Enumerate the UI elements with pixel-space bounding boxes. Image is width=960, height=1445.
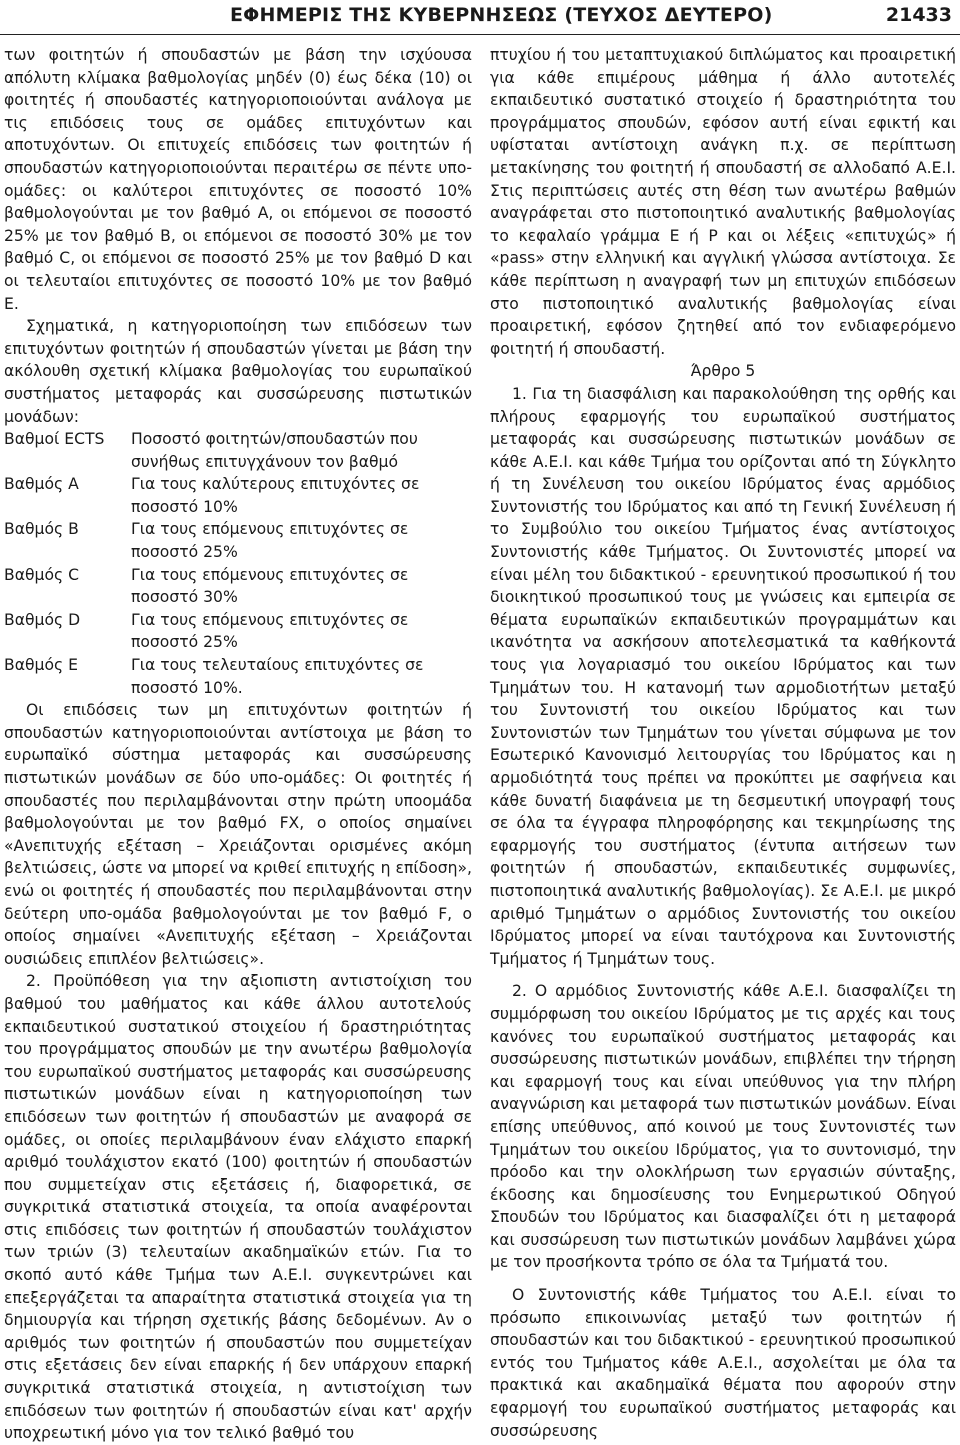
grade-row	[4, 473, 472, 518]
right-paragraph-2: 1. Για τη διασφάλιση και παρακολούθηση της ορθής και πλήρους εφαρμογής του ευρωπαϊκού συστήματος μεταφοράς και συσσώρευσης πιστωτικών μονάδων σε κάθε Α.Ε.Ι. και κάθε Τμήμα του ορίζονται από τη Σύγκλητο ή τη Συνέλευση του οικείου Ιδρύματος ένας αρμόδιος Συντονιστής του Ιδρύματος και από τη Γενική Συνέλευση ή το Συμβούλιο του οικείου Τμήματος ένας αντίστοιχος Συντονιστής κάθε Τμήματος. Οι Συντονιστές μπορεί να είναι μέλη του διδακτικού - ερευνητικού προσωπικού ή του διοικητικού προσωπικού τους με γνώσεις και εμπειρία σε θέματα ευρωπαϊκών εκπαιδευτικών προγραμμάτων και ικανότητα να ασκήσουν αποτελεσματικά τα καθήκοντά τους για λογαριασμό του οικείου Ιδρύματος και των Τμημάτων του. Η κατανομή των αρμοδιοτήτων μεταξύ του Συντονιστή του οικείου Ιδρύματος και των Συντονιστών των Τμημάτων του γίνεται σύμφωνα με τον Εσωτερικό Κανονισμό λειτουργίας του Ιδρύματος και η αρμοδιότητά τους πρέπει να προκύπτει με σαφήνεια και κάθε δυνατή διαφάνεια με τη δεσμευτική υπογραφή τους σε όλα τα έγγραφα πληροφόρησης και τεκμηρίωσης της εφαρμογής του συστήματος (έντυπα αιτήσεων των φοιτητών ή σπουδαστών, εκπαιδευτικές συμφωνίες, πιστοποιητικά αναλυτικής βαθμολογίας). Σε Α.Ε.Ι. με μικρό αριθμό Τμημάτων ο αρμόδιος Συντονιστής του οικείου Ιδρύματος μπορεί να είναι ταυτόχρονα και Συντονιστής Τμήματος ή Τμημάτων τους.	[490, 384, 956, 968]
grade-label: Βαθμοί ECTS	[4, 430, 105, 449]
grade-row	[4, 564, 472, 609]
header-rule	[0, 34, 960, 35]
grade-description: Ποσοστό φοιτητών/σπουδαστών που συνήθως επιτυγχάνουν τον βαθμό	[131, 430, 418, 471]
page-number: 21433	[885, 4, 952, 26]
left-paragraph-2: Σχηματικά, η κατηγοριοποίηση των επιδόσεων των επιτυχόντων φοιτητών ή σπουδαστών γίνεται με βάση την ακόλουθη σχετική κλίμακα βαθμολογίας του ευρωπαϊκού συστήματος μεταφοράς και συσσώρευσης πιστωτικών μονάδων:	[4, 317, 472, 426]
grade-description: Για τους επόμενους επιτυχόντες σε ποσοστό 30%	[131, 565, 409, 607]
grade-row	[4, 428, 472, 473]
gazette-title: ΕΦΗΜΕΡΙΣ ΤΗΣ ΚΥΒΕΡΝΗΣΕΩΣ (ΤΕΥΧΟΣ ΔΕΥΤΕΡΟ)	[230, 4, 773, 26]
grade-label: Βαθμός C	[4, 565, 79, 584]
page-header	[0, 0, 960, 38]
grade-label: Βαθμός Β	[4, 520, 79, 539]
right-column	[490, 44, 956, 1442]
grade-row	[4, 518, 472, 563]
right-paragraph-1: πτυχίου ή του μεταπτυχιακού διπλώματος και προαιρετική για κάθε επιμέρους μάθημα ή άλλο αυτοτελές εκπαιδευτικό συστατικό στοιχείο ή δραστηριότητα του προγράμματος σπουδών, εφόσον αυτή είναι εφικτή και υφίσταται αντίστοιχη ανάγκη π.χ. σε περίπτωση μετακίνησης του φοιτητή ή σπουδαστή σε αλλοδαπό Α.Ε.Ι. Στις περιπτώσεις αυτές στη θέση των ανωτέρω βαθμών αναγράφεται στο πιστοποιητικό αναλυτικής βαθμολογίας το κεφαλαίο γράμμα Ε ή Ρ και οι λέξεις «επιτυχώς» ή «pass» στην ελληνική και αγγλική γλώσσα αντίστοιχα. Σε κάθε περίπτωση η αναγραφή των μη επιτυχών επιδόσεων στο πιστοποιητικό αναλυτικής βαθμολογίας είναι προαιρετική, εφόσον ζητηθεί από τον ενδιαφερόμενο φοιτητή ή σπουδαστή.	[490, 46, 956, 358]
left-paragraph-4: 2. Προϋπόθεση για την αξιοπιστη αντιστοίχιση του βαθμού του μαθήματος και κάθε άλλου αυτοτελούς εκπαιδευτικού συστατικού στοιχείου ή δραστηριότητας του προγράμματος σπουδών με την ανωτέρω βαθμολογία του ευρωπαϊκού συστήματος μεταφοράς και συσσώρευσης πιστωτικών μονάδων είναι η κατηγοριοποίηση των επιδόσεων των φοιτητών ή σπουδαστών με αναφορά σε ομάδες, οι οποίες περιλαμβάνουν έναν ελάχιστο επαρκή αριθμό τουλάχιστον εκατό (100) φοιτητών ή σπουδαστών που συμμετείχαν στις εξετάσεις ή, διαφορετικά, σε συγκριτικά στατιστικά στοιχεία, τα οποία αναφέρονται στις επιδόσεις των φοιτητών ή σπουδαστών τουλάχιστον των τριών (3) τελευταίων ακαδημαϊκών ετών. Για το σκοπό αυτό κάθε Τμήμα των Α.Ε.Ι. συγκεντρώνει και επεξεργάζεται τα απαραίτητα στατιστικά στοιχεία για τη δημιουργία και τήρηση σχετικής βάσης δεδομένων. Αν ο αριθμός των φοιτητών ή σπουδαστών που συμμετείχαν στις εξετάσεις δεν είναι επαρκής ή δεν υπάρχουν επαρκή συγκριτικά στατιστικά στοιχεία, η αντιστοίχιση των επιδόσεων των φοιτητών ή σπουδαστών είναι κατ' αρχήν υποχρεωτική μόνο για τον τελικό βαθμό του	[4, 972, 472, 1443]
paragraph-spacer	[490, 1274, 956, 1284]
left-paragraph-3: Οι επιδόσεις των μη επιτυχόντων φοιτητών ή σπουδαστών κατηγοριοποιούνται αντίστοιχα με βάση το ευρωπαϊκό σύστημα μεταφοράς και συσσώρευσης πιστωτικών μονάδων σε δύο υπο-ομάδες: Οι φοιτητές ή σπουδαστές που περιλαμβάνονται στην πρώτη υποομάδα βαθμολογούνται με τον βαθμό FX, ο οποίος σημαίνει «Ανεπιτυχής εξέταση – Χρειάζονται ορισμένες ακόμη βελτιώσεις, ώστε να μπορεί να κριθεί επιτυχής η επίδοση», ενώ οι φοιτητές ή σπουδαστές που περιλαμβάνονται στην δεύτερη υπο-ομάδα βαθμολογούνται με τον βαθμό F, ο οποίος σημαίνει «Ανεπιτυχής εξέταση – Χρειάζονται ουσιώδεις επιπλέον βελτιώσεις».	[4, 701, 472, 968]
right-paragraph-4: Ο Συντονιστής κάθε Τμήματος του Α.Ε.Ι. είναι το πρόσωπο επικοινωνίας μεταξύ των φοιτητών ή σπουδαστών και του διδακτικού - ερευνητικού προσωπικού εντός του Τμήματος κάθε Α.Ε.Ι., ασχολείται με όλα τα πρακτικά και ακαδημαϊκά θέματα που αφορούν στην εφαρμογή του ευρωπαϊκού συστήματος μεταφοράς και συσσώρευσης	[490, 1286, 956, 1440]
grade-description: Για τους καλύτερους επιτυχόντες σε ποσοστό 10%	[131, 475, 420, 516]
ects-grade-table	[4, 428, 472, 699]
grade-description: Για τους τελευταίους επιτυχόντες σε ποσοστό 10%.	[131, 656, 424, 697]
grade-label: Βαθμός Ε	[4, 656, 78, 675]
article-title: Άρθρο 5	[690, 362, 756, 381]
left-column	[4, 44, 472, 1445]
paragraph-spacer	[490, 970, 956, 980]
grade-row	[4, 609, 472, 654]
grade-description: Για τους επόμενους επιτυχόντες σε ποσοστό 25%	[131, 610, 409, 652]
right-paragraph-3: 2. Ο αρμόδιος Συντονιστής κάθε Α.Ε.Ι. διασφαλίζει τη συμμόρφωση του οικείου Ιδρύματος με τις αρχές και τους κανόνες του ευρωπαϊκού συστήματος μεταφοράς και συσσώρευσης πιστωτικών μονάδων, επιβλέπει την τήρηση και εφαρμογή τους και είναι υπεύθυνος για την πλήρη αναγνώριση και μεταφορά των πιστωτικών μονάδων. Είναι επίσης υπεύθυνος, από κοινού με τους Συντονιστές των Τμημάτων του οικείου Ιδρύματος, για το συντονισμό, την πρόοδο και την ολοκλήρωση των εργασιών σύνταξης, έκδοσης και δημοσίευσης του Ενημερωτικού Οδηγού Σπουδών του Ιδρύματος και διασφαλίζει ότι η μεταφορά και συσσώρευση των πιστωτικών μονάδων λαμβάνει χώρα με τον προσήκοντα τρόπο σε όλα τα Τμήματά του.	[490, 982, 956, 1272]
left-paragraph-1: των φοιτητών ή σπουδαστών με βάση την ισχύουσα απόλυτη κλίμακα βαθμολογίας μηδέν (0) έως δέκα (10) οι φοιτητές ή σπουδαστές κατηγοριοποιούνται ανάλογα με τις επιδόσεις τους σε ομάδες επιτυχόντων και αποτυχόντων. Οι επιτυχείς επιδόσεις των φοιτητών ή σπουδαστών κατηγοριοποιούνται περαιτέρω σε πέντε υπο-ομάδες: οι καλύτεροι επιτυχόντες σε ποσοστό 10% βαθμολογούνται με τον βαθμό Α, οι επόμενοι σε ποσοστό 25% με τον βαθμό Β, οι επόμενοι σε ποσοστό 30% με τον βαθμό C, οι επόμενοι σε ποσοστό 25% με τον βαθμό D και οι τελευταίοι επιτυχόντες σε ποσοστό 10% με τον βαθμό Ε.	[4, 46, 472, 313]
grade-row	[4, 654, 472, 699]
grade-label: Βαθμός D	[4, 610, 81, 629]
grade-description: Για τους επόμενους επιτυχόντες σε ποσοστό 25%	[131, 520, 409, 562]
grade-label: Βαθμός Α	[4, 475, 79, 494]
